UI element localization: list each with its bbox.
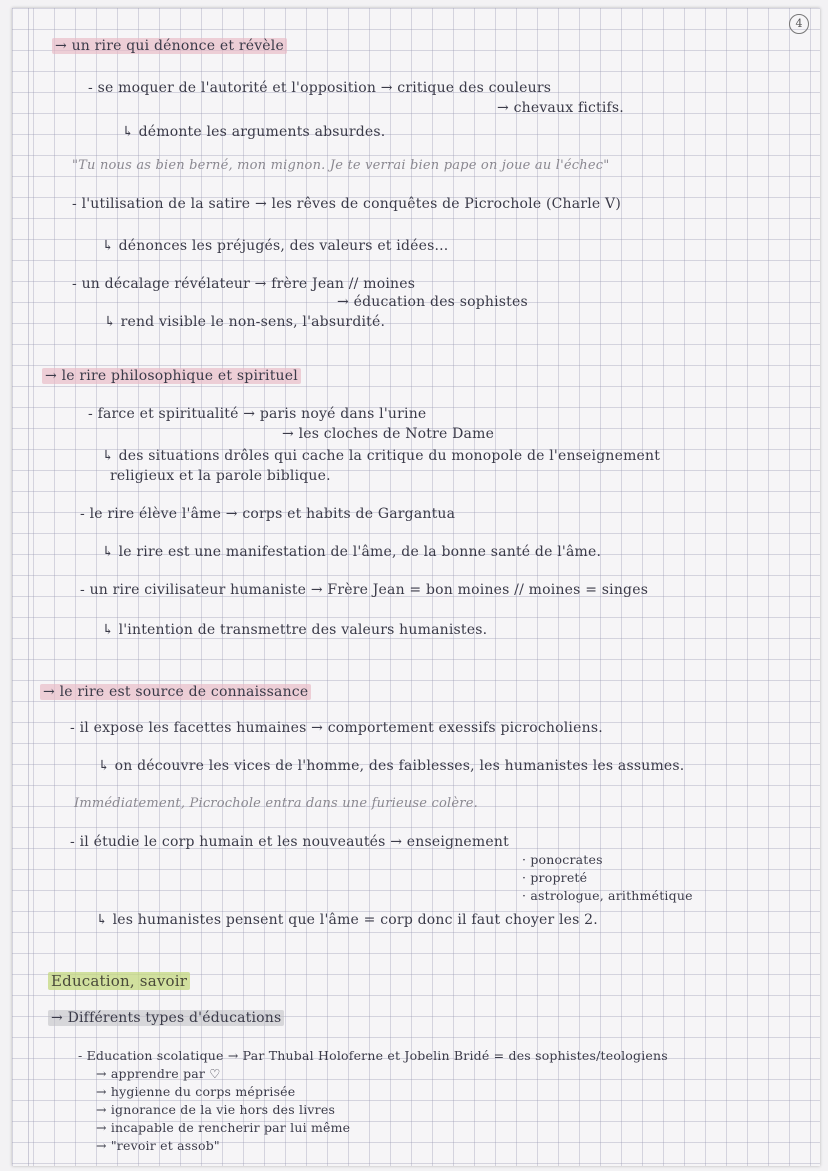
note-line: ↳ dénonces les préjugés, des valeurs et idées... [102,238,449,254]
section-title-text: Education, savoir [48,972,190,990]
heading-line [40,684,311,700]
note-line: ↳ démonte les arguments absurdes. [122,124,386,140]
heading-text: → le rire philosophique et spirituel [42,368,301,384]
heading-line [42,368,301,384]
note-line: → chevaux fictifs. [497,100,624,116]
quote-line: "Tu nous as bien berné, mon mignon. Je te verrai bien pape on joue au l'échec" [72,158,610,173]
note-line: → "revoir et assob" [96,1138,220,1153]
note-line: ↳ les humanistes pensent que l'âme = corp donc il faut choyer les 2. [96,912,598,928]
note-line: · propreté [522,870,588,885]
note-line: - l'utilisation de la satire → les rêves de conquêtes de Picrochole (Charle V) [72,196,621,212]
heading-text: → le rire est source de connaissance [40,684,311,700]
note-line: → éducation des sophistes [337,294,528,310]
note-line: ↳ on découvre les vices de l'homme, des faiblesses, les humanistes les assumes. [98,758,685,774]
heading-text: → un rire qui dénonce et révèle [52,38,287,54]
heading-line [52,38,287,54]
page-number: 4 [789,14,809,34]
note-line: - un rire civilisateur humaniste → Frère Jean = bon moines // moines = singes [80,582,649,598]
notebook-page [12,8,820,1166]
section-title [48,972,190,990]
note-line: ↳ des situations drôles qui cache la critique du monopole de l'enseignement [102,448,661,464]
note-line: religieux et la parole biblique. [110,468,331,484]
note-line: · ponocrates [522,852,603,867]
note-line: ↳ rend visible le non-sens, l'absurdité. [104,314,386,330]
note-line: - le rire élève l'âme → corps et habits de Gargantua [80,506,456,522]
quote-line: Immédiatement, Picrochole entra dans une furieuse colère. [74,796,478,811]
note-line: → ignorance de la vie hors des livres [96,1102,336,1117]
note-line: · astrologue, arithmétique [522,888,693,903]
note-line: → apprendre par ♡ [96,1066,221,1081]
note-line: → incapable de rencherir par lui même [96,1120,351,1135]
note-line: - il étudie le corp humain et les nouveautés → enseignement [70,834,509,850]
margin-line [28,8,29,1166]
note-line: - Education scolatique → Par Thubal Holoferne et Jobelin Bridé = des sophistes/teologiens [78,1048,668,1063]
note-line: → les cloches de Notre Dame [282,426,495,442]
note-line: - farce et spiritualité → paris noyé dans l'urine [88,406,427,422]
note-line: - il expose les facettes humaines → comportement exessifs picrocholiens. [70,720,603,736]
heading-text: → Différents types d'éducations [48,1010,284,1026]
note-line: → hygienne du corps méprisée [96,1084,296,1099]
note-line: ↳ l'intention de transmettre des valeurs humanistes. [102,622,488,638]
heading-line [48,1010,284,1026]
note-line: - se moquer de l'autorité et l'opposition → critique des couleurs [88,80,552,96]
note-line: ↳ le rire est une manifestation de l'âme, de la bonne santé de l'âme. [102,544,602,560]
note-line: - un décalage révélateur → frère Jean // moines [72,276,416,292]
